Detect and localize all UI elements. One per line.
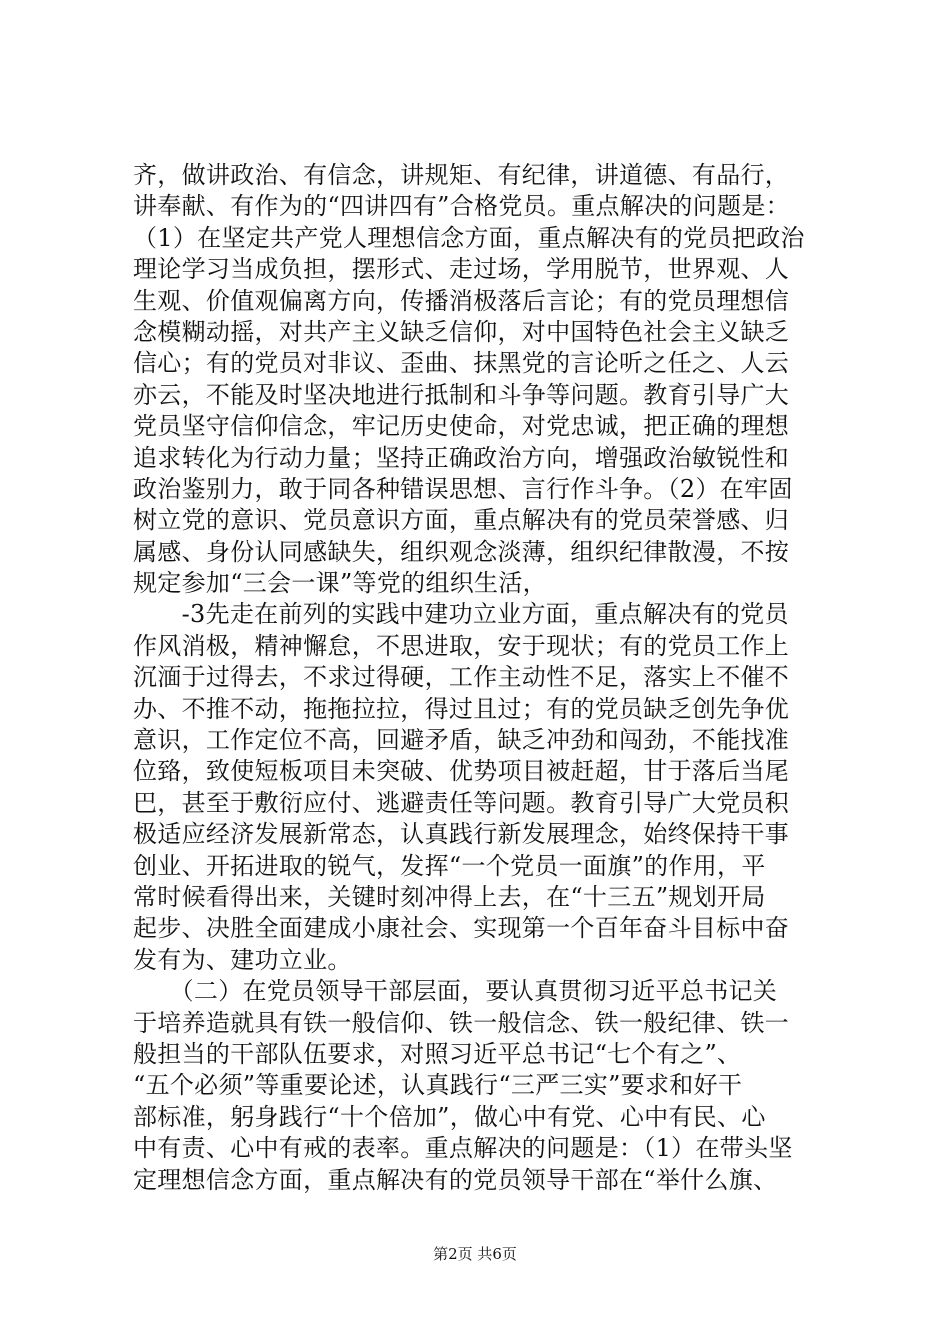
text-line: -3先走在前列的实践中建功立业方面，重点解决有的党员 [133, 600, 789, 629]
text-line: 理论学习当成负担，摆形式、走过场，学用脱节，世界观、人 [133, 255, 790, 284]
text-line: 属感、身份认同感缺失，组织观念淡薄，组织纪律散漫，不按 [133, 537, 790, 566]
text-line: 树立党的意识、党员意识方面，重点解决有的党员荣誉感、归 [133, 506, 790, 535]
text-line: （1）在坚定共产党人理想信念方面，重点解决有的党员把政治 [133, 223, 805, 252]
text-line: 部标准，躬身践行“十个倍加”，做心中有党、心中有民、心 [133, 1102, 766, 1131]
text-line: 作风消极，精神懈怠，不思进取，安于现状；有的党员工作上 [133, 631, 790, 660]
text-line: 生观、价值观偏离方向，传播消极落后言论；有的党员理想信 [133, 286, 790, 315]
text-line: 创业、开拓进取的锐气，发挥“一个党员一面旗”的作用，平 [133, 851, 766, 880]
text-line: 中有责、心中有戒的表率。重点解决的问题是：（1）在带头坚 [133, 1134, 793, 1163]
text-line: （二）在党员领导干部层面，要认真贯彻习近平总书记关 [133, 977, 778, 1006]
text-line: 规定参加“三会一课”等党的组织生活， [133, 569, 547, 598]
text-line: 办、不推不动，拖拖拉拉，得过且过；有的党员缺乏创先争优 [133, 694, 790, 723]
text-line: 党员坚守信仰信念，牢记历史使命，对党忠诚，把正确的理想 [133, 412, 790, 441]
text-line: “五个必须”等重要论述，认真践行“三严三实”要求和好干 [133, 1071, 743, 1100]
text-line: 政治鉴别力，敢于同各种错误思想、言行作斗争。（2）在牢固 [133, 474, 793, 503]
text-line: 位臵，致使短板项目未突破、优势项目被赶超，甘于落后当尾 [133, 757, 790, 786]
text-line: 发有为、建功立业。 [133, 945, 352, 974]
text-line: 般担当的干部队伍要求，对照习近平总书记“七个有之”、 [133, 1039, 742, 1068]
page-number: 第2页 共6页 [433, 1245, 517, 1263]
text-line: 常时候看得出来，关键时刻冲得上去，在“十三五”规划开局 [133, 882, 766, 911]
text-line: 意识，工作定位不高，回避矛盾，缺乏冲劲和闯劲，不能找准 [133, 726, 790, 755]
text-line: 念模糊动摇，对共产主义缺乏信仰，对中国特色社会主义缺乏 [133, 317, 790, 346]
text-line: 齐，做讲政治、有信念，讲规矩、有纪律，讲道德、有品行， [133, 161, 790, 189]
text-line: 信心；有的党员对非议、歪曲、抹黑党的言论听之任之、人云 [133, 349, 790, 378]
body-text [133, 160, 823, 1196]
text-line: 极适应经济发展新常态，认真践行新发展理念，始终保持干事 [133, 820, 790, 849]
text-line: 起步、决胜全面建成小康社会、实现第一个百年奋斗目标中奋 [133, 914, 790, 943]
text-line: 定理想信念方面，重点解决有的党员领导干部在“举什么旗、 [133, 1165, 778, 1194]
page-footer [0, 1244, 950, 1264]
text-line: 沉湎于过得去，不求过得硬，工作主动性不足，落实上不催不 [133, 663, 790, 692]
text-line: 于培养造就具有铁一般信仰、铁一般信念、铁一般纪律、铁一 [133, 1008, 790, 1037]
text-line: 亦云，不能及时坚决地进行抵制和斗争等问题。教育引导广大 [133, 380, 790, 409]
text-line: 巴，甚至于敷衍应付、逃避责任等问题。教育引导广大党员积 [133, 788, 790, 817]
text-line: 讲奉献、有作为的“四讲四有”合格党员。重点解决的问题是： [133, 192, 790, 221]
text-line: 追求转化为行动力量；坚持正确政治方向，增强政治敏锐性和 [133, 443, 790, 472]
